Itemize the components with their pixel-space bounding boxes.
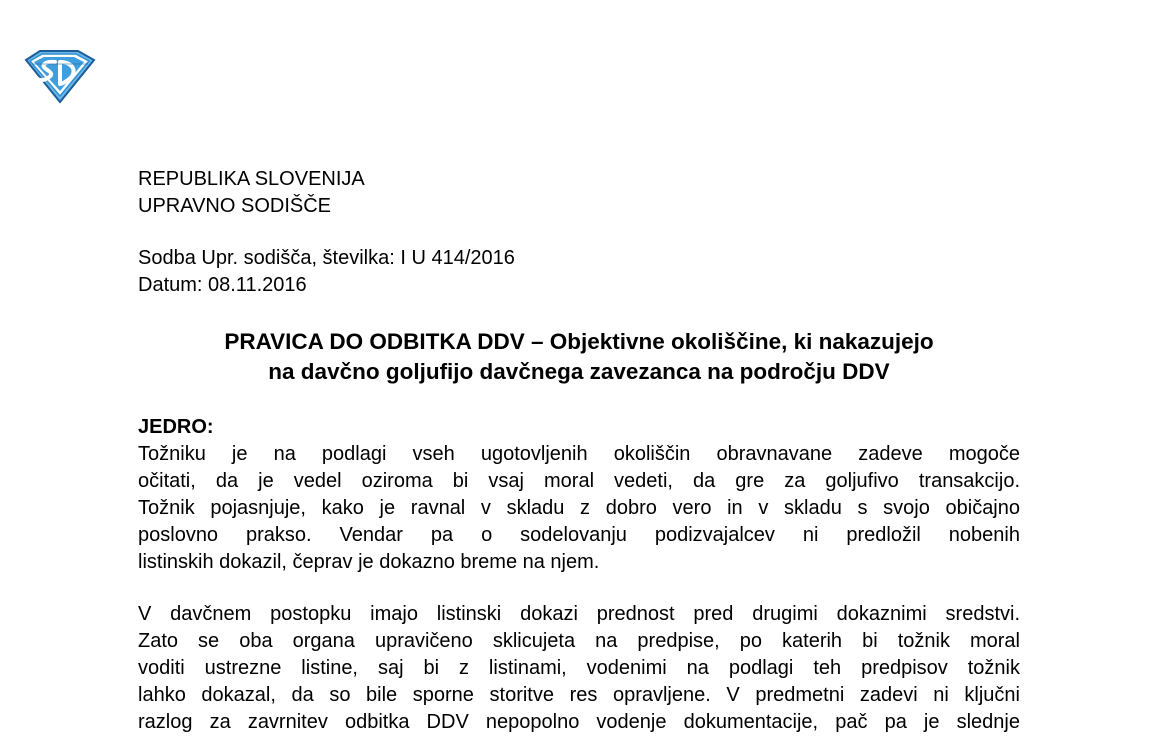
text-line: Zato se oba organa upravičeno sklicujeta na predpise, po katerih bi tožnik moral: [138, 630, 1020, 652]
court-header: [138, 166, 365, 220]
document-title: [138, 327, 1020, 387]
decision-date: Datum: 08.11.2016: [138, 274, 307, 296]
text-line: poslovno prakso. Vendar pa o sodelovanju podizvajalcev ni predložil nobenih: [138, 524, 1020, 546]
court-name: UPRAVNO SODIŠČE: [138, 195, 331, 217]
text-line: voditi ustrezne listine, saj bi z listinami, vodenimi na podlagi teh predpisov tožnik: [138, 657, 1020, 679]
case-number: Sodba Upr. sodišča, številka: I U 414/2016: [138, 247, 515, 269]
text-line: lahko dokazal, da so bile sporne storitve res opravljene. V predmetni zadevi ni ključni: [138, 684, 1020, 706]
title-line-2: na davčno goljufijo davčnega zavezanca na področju DDV: [268, 359, 890, 384]
core-heading: JEDRO:: [138, 416, 214, 438]
case-meta: [138, 245, 515, 299]
text-line: V davčnem postopku imajo listinski dokazi prednost pred drugimi dokaznimi sredstvi.: [138, 603, 1020, 625]
text-line: razlog za zavrnitev odbitka DDV nepopolno vodenje dokumentacije, pač pa je slednje: [138, 711, 1020, 733]
court-logo-icon: [22, 48, 96, 104]
text-line: Tožniku je na podlagi vseh ugotovljenih okoliščin obravnavane zadeve mogoče: [138, 443, 1020, 465]
text-line: očitati, da je vedel oziroma bi vsaj moral vedeti, da gre za goljufivo transakcijo.: [138, 470, 1020, 492]
text-line: listinskih dokazil, čeprav je dokazno breme na njem.: [138, 551, 600, 573]
core-paragraph-2: [138, 601, 1020, 736]
title-line-1: PRAVICA DO ODBITKA DDV – Objektivne okoliščine, ki nakazujejo: [224, 329, 934, 354]
republic-name: REPUBLIKA SLOVENIJA: [138, 168, 365, 190]
core-paragraph-1: [138, 441, 1020, 576]
text-line: Tožnik pojasnjuje, kako je ravnal v skladu z dobro vero in v skladu s svojo običajno: [138, 497, 1020, 519]
